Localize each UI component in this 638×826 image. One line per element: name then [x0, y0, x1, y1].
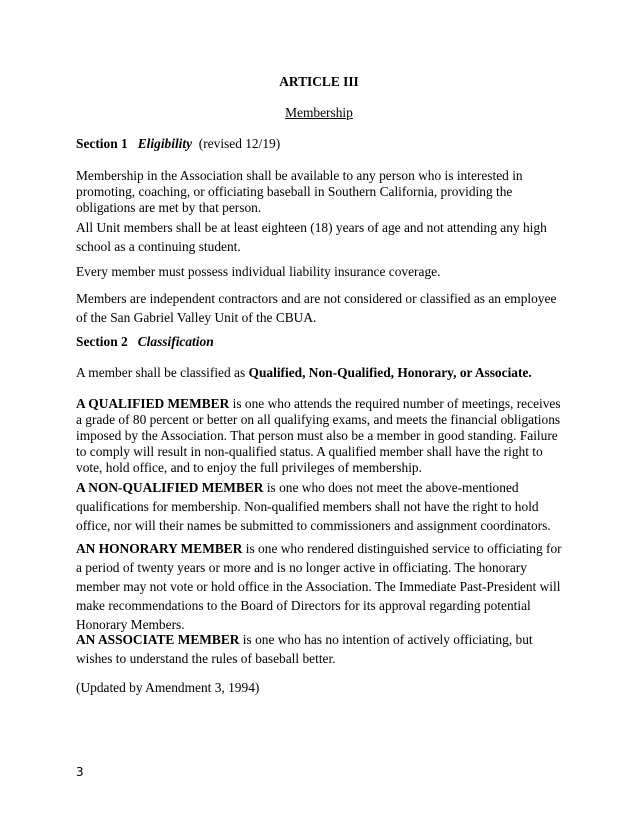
honorary-member-paragraph: AN HONORARY MEMBER is one who rendered distinguished service to officiating for a period of twenty years or more and is no longer active in officiating. The honorary member may not vote or hold office in the Association. The Immediate Past-President will make recommendations to the Board of Directors for its approval regarding potential Honorary Members.	[76, 541, 562, 632]
section-1-heading	[76, 136, 568, 152]
non-qualified-member-term: A NON-QUALIFIED MEMBER	[76, 480, 264, 495]
honorary-member-term: AN HONORARY MEMBER	[76, 541, 243, 556]
section-1-note: (revised 12/19)	[198, 136, 281, 151]
section-2-label: Section 2	[76, 334, 128, 349]
page-number: 3	[76, 765, 84, 779]
section-1-paragraph-4: Members are independent contractors and are not considered or classified as an employee of the San Gabriel Valley Unit of the CBUA.	[76, 291, 557, 325]
section-1-label: Section 1	[76, 136, 128, 151]
qualified-member-term: A QUALIFIED MEMBER	[76, 396, 230, 411]
classification-intro: A member shall be classified as Qualified, Non-Qualified, Honorary, or Associate.	[76, 365, 532, 380]
section-1-paragraph-3: Every member must possess individual liability insurance coverage.	[76, 264, 441, 279]
associate-member-term: AN ASSOCIATE MEMBER	[76, 632, 240, 647]
section-1-name: Eligibility	[137, 136, 193, 151]
update-note: (Updated by Amendment 3, 1994)	[76, 680, 260, 695]
section-2-heading	[76, 334, 568, 350]
section-2-name: Classification	[137, 334, 214, 349]
associate-member-paragraph: AN ASSOCIATE MEMBER is one who has no intention of actively officiating, but wishes to understand the rules of baseball better.	[76, 632, 533, 666]
section-1-paragraph-1: Membership in the Association shall be available to any person who is interested in promoting, coaching, or officiating baseball in Southern California, providing the obligations are met by that person.	[76, 168, 523, 215]
article-subtitle: Membership	[285, 105, 353, 120]
non-qualified-member-paragraph: A NON-QUALIFIED MEMBER is one who does not meet the above-mentioned qualifications for membership. Non-qualified members shall not have the right to hold office, nor will their names be submitted to commissioners and assignment coordinators.	[76, 480, 551, 533]
section-1-paragraph-2: All Unit members shall be at least eighteen (18) years of age and not attending any high school as a continuing student.	[76, 220, 547, 254]
qualified-member-paragraph: A QUALIFIED MEMBER is one who attends the required number of meetings, receives a grade of 80 percent or better on all qualifying exams, and meets the financial obligations imposed by the Association. That person must also be a member in good standing. Failure to comply will result in non-qualified status. A qualified member shall have the right to vote, hold office, and to enjoy the full privileges of membership.	[76, 396, 561, 475]
article-title: ARTICLE III	[279, 74, 359, 89]
